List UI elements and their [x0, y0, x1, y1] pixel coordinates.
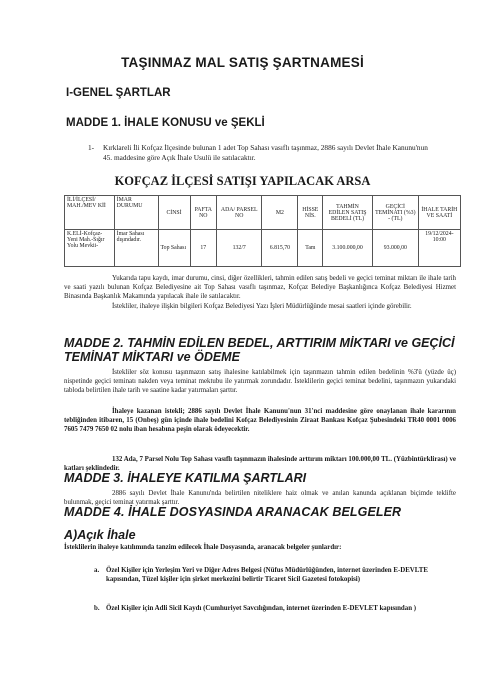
header-location: İLİ/İLÇESİ/ MAH./MEV Kİİ — [65, 196, 115, 230]
paragraph-yukarida: Yukarıda tapu kaydı, imar durumu, cinsi, diğer özellikleri, tahmin edilen satış bedeli ve geçici teminat miktarı ile ihale tarih ve saati yazılı bulunan Kofçaz Belediyesine ait Top Sahası vasıflı taşınmaz, Kofçaz Belediye Başkanlığınca Kofçaz Belediyesi Hizmet Binasında Başkanlık Makamında yapılacak ihale ile satılacaktır. — [64, 275, 456, 301]
cell-imar: İmar Sahası dışındadır. — [114, 230, 158, 267]
cell-location: K.ELİ-Kofçaz-Yeni Mah.-Sığır Yolu Mevkii- — [65, 230, 115, 267]
acik-ihale-heading: A)Açık İhale — [64, 528, 136, 542]
cell-cinsi: Top Sahası — [158, 230, 190, 267]
list-item-text: Özel Kişiler için Adli Sicil Kaydı (Cumhuriyet Savcılığından, internet üzerinden E-DEVLET kapısından ) — [106, 605, 417, 612]
madde1-item-number: 1- — [88, 143, 95, 152]
cell-pafta: 17 — [190, 230, 217, 267]
header-tarih: İHALE TARİH VE SAATİ — [418, 196, 460, 230]
cell-ada-parsel: 132/7 — [217, 230, 262, 267]
madde2-increment-paragraph: 132 Ada, 7 Parsel Nolu Top Sahası vasıflı taşınmazın ihalesinde arttırım miktarı 100.000,00 TL. (Yüzbintürklirası) ve katları şeklindedir. — [64, 456, 456, 473]
list-item-label: a. — [94, 567, 100, 574]
list-item — [94, 604, 456, 613]
header-ada-parsel: ADA/ PARSEL NO — [217, 196, 262, 230]
header-m2: M2 — [262, 196, 298, 230]
cell-m2: 6.815,70 — [262, 230, 298, 267]
madde2-heading: MADDE 2. TAHMİN EDİLEN BEDEL, ARTTIRIM MİKTARI ve GEÇİCİ TEMİNAT MİKTARI ve ÖDEME — [64, 336, 455, 364]
header-imar: İMAR DURUMU — [114, 196, 158, 230]
table-title: KOFÇAZ İLÇESİ SATIŞI YAPILACAK ARSA — [114, 174, 371, 188]
madde1-heading: MADDE 1. İHALE KONUSU ve ŞEKLİ — [66, 117, 265, 129]
madde4-heading: MADDE 4. İHALE DOSYASINDA ARANACAK BELGELER — [64, 505, 402, 519]
table-row — [65, 230, 461, 267]
paragraph-istekliler: İstekliler, ihaleye ilişkin bilgileri Kofçaz Belediyesi Yazı İşleri Müdürlüğünde mesai saatleri içinde görebilir. — [112, 303, 412, 310]
list-item-label: b. — [94, 605, 100, 612]
general-conditions-heading: I-GENEL ŞARTLAR — [66, 87, 171, 99]
madde1-text: Kırklareli İli Kofçaz İlçesinde bulunan 1 adet Top Sahası vasıflı taşınmaz, 2886 sayılı Devlet İhale Kanunu'nun 45. maddesine göre Açık İhale Usulü ile satılacaktır. — [103, 143, 428, 162]
cell-bedel: 3.100.000,00 — [323, 230, 373, 267]
cell-hisse: Tam — [298, 230, 323, 267]
cell-teminat: 93.000,00 — [372, 230, 418, 267]
madde2-payment-paragraph: İhaleye kazanan istekli; 2886 sayılı Devlet İhale Kanunu'nun 31'nci maddesine göre onaylanan ihale kararının tebliğinden itibaren, 15 (Onbeş) gün içinde ihale bedelini Kofçaz Belediyesinin Ziraat Bankası Kofçaz Şubesindeki TR40 0001 0006 7605 7479 7650 02 nolu iban hesabına peşin olarak ödeyecektir. — [64, 408, 456, 434]
list-item-text: Özel Kişiler için Yerleşim Yeri ve Diğer Adres Belgesi (Nüfus Müdürlüğünden, internet üzerinden E-DEVLTE kapısından, Tüzel kişiler için şirket merkezini belirtir Ticaret Sicil Gazetesi fotokopisi) — [106, 567, 428, 584]
header-pafta: PAFTA NO — [190, 196, 217, 230]
madde1-paragraph — [88, 143, 438, 163]
document-title: TAŞINMAZ MAL SATIŞ ŞARTNAMESİ — [121, 55, 364, 70]
madde3-heading: MADDE 3. İHALEYE KATILMA ŞARTLARI — [64, 471, 307, 485]
madde3-paragraph: 2886 sayılı Devlet İhale Kanunu'nda belirtilen niteliklere haiz olmak ve anılan kanunda açıklanan biçimde teklifte bulunmak, geçici teminat yatırmak şarttır. — [64, 490, 456, 507]
header-cinsi: CİNSİ — [158, 196, 190, 230]
table-header-row — [65, 196, 461, 230]
header-bedel: TAHMİN EDİLEN SATIŞ BEDELİ (TL) — [323, 196, 373, 230]
cell-tarih: 19/12/2024-10:00 — [418, 230, 460, 267]
header-teminat: GEÇİCİ TEMİNATI (%3) - (TL) — [372, 196, 418, 230]
property-table — [64, 195, 461, 267]
list-item — [94, 566, 456, 584]
madde2-paragraph: İstekliler söz konusu taşınmazın satış ihalesine katılabilmek için taşınmazın tahmin edilen bedelinin %3'ü (yüzde üç) nispetinde geçici teminatı nakden veya teminat mektubu ile yatırmak zorundadır. İsteklilerin geçici teminat bedelini, taşınmazın yukarıdaki tabloda belirtilen ihale tarih ve saatine kadar yatırmaları şarttır. — [64, 369, 456, 395]
header-hisse: HİSSE NİS. — [298, 196, 323, 230]
madde4-intro: İsteklilerin ihaleye katılımında tanzim edilecek İhale Dosyasında, aranacak belgeler şunlardır: — [64, 544, 342, 551]
